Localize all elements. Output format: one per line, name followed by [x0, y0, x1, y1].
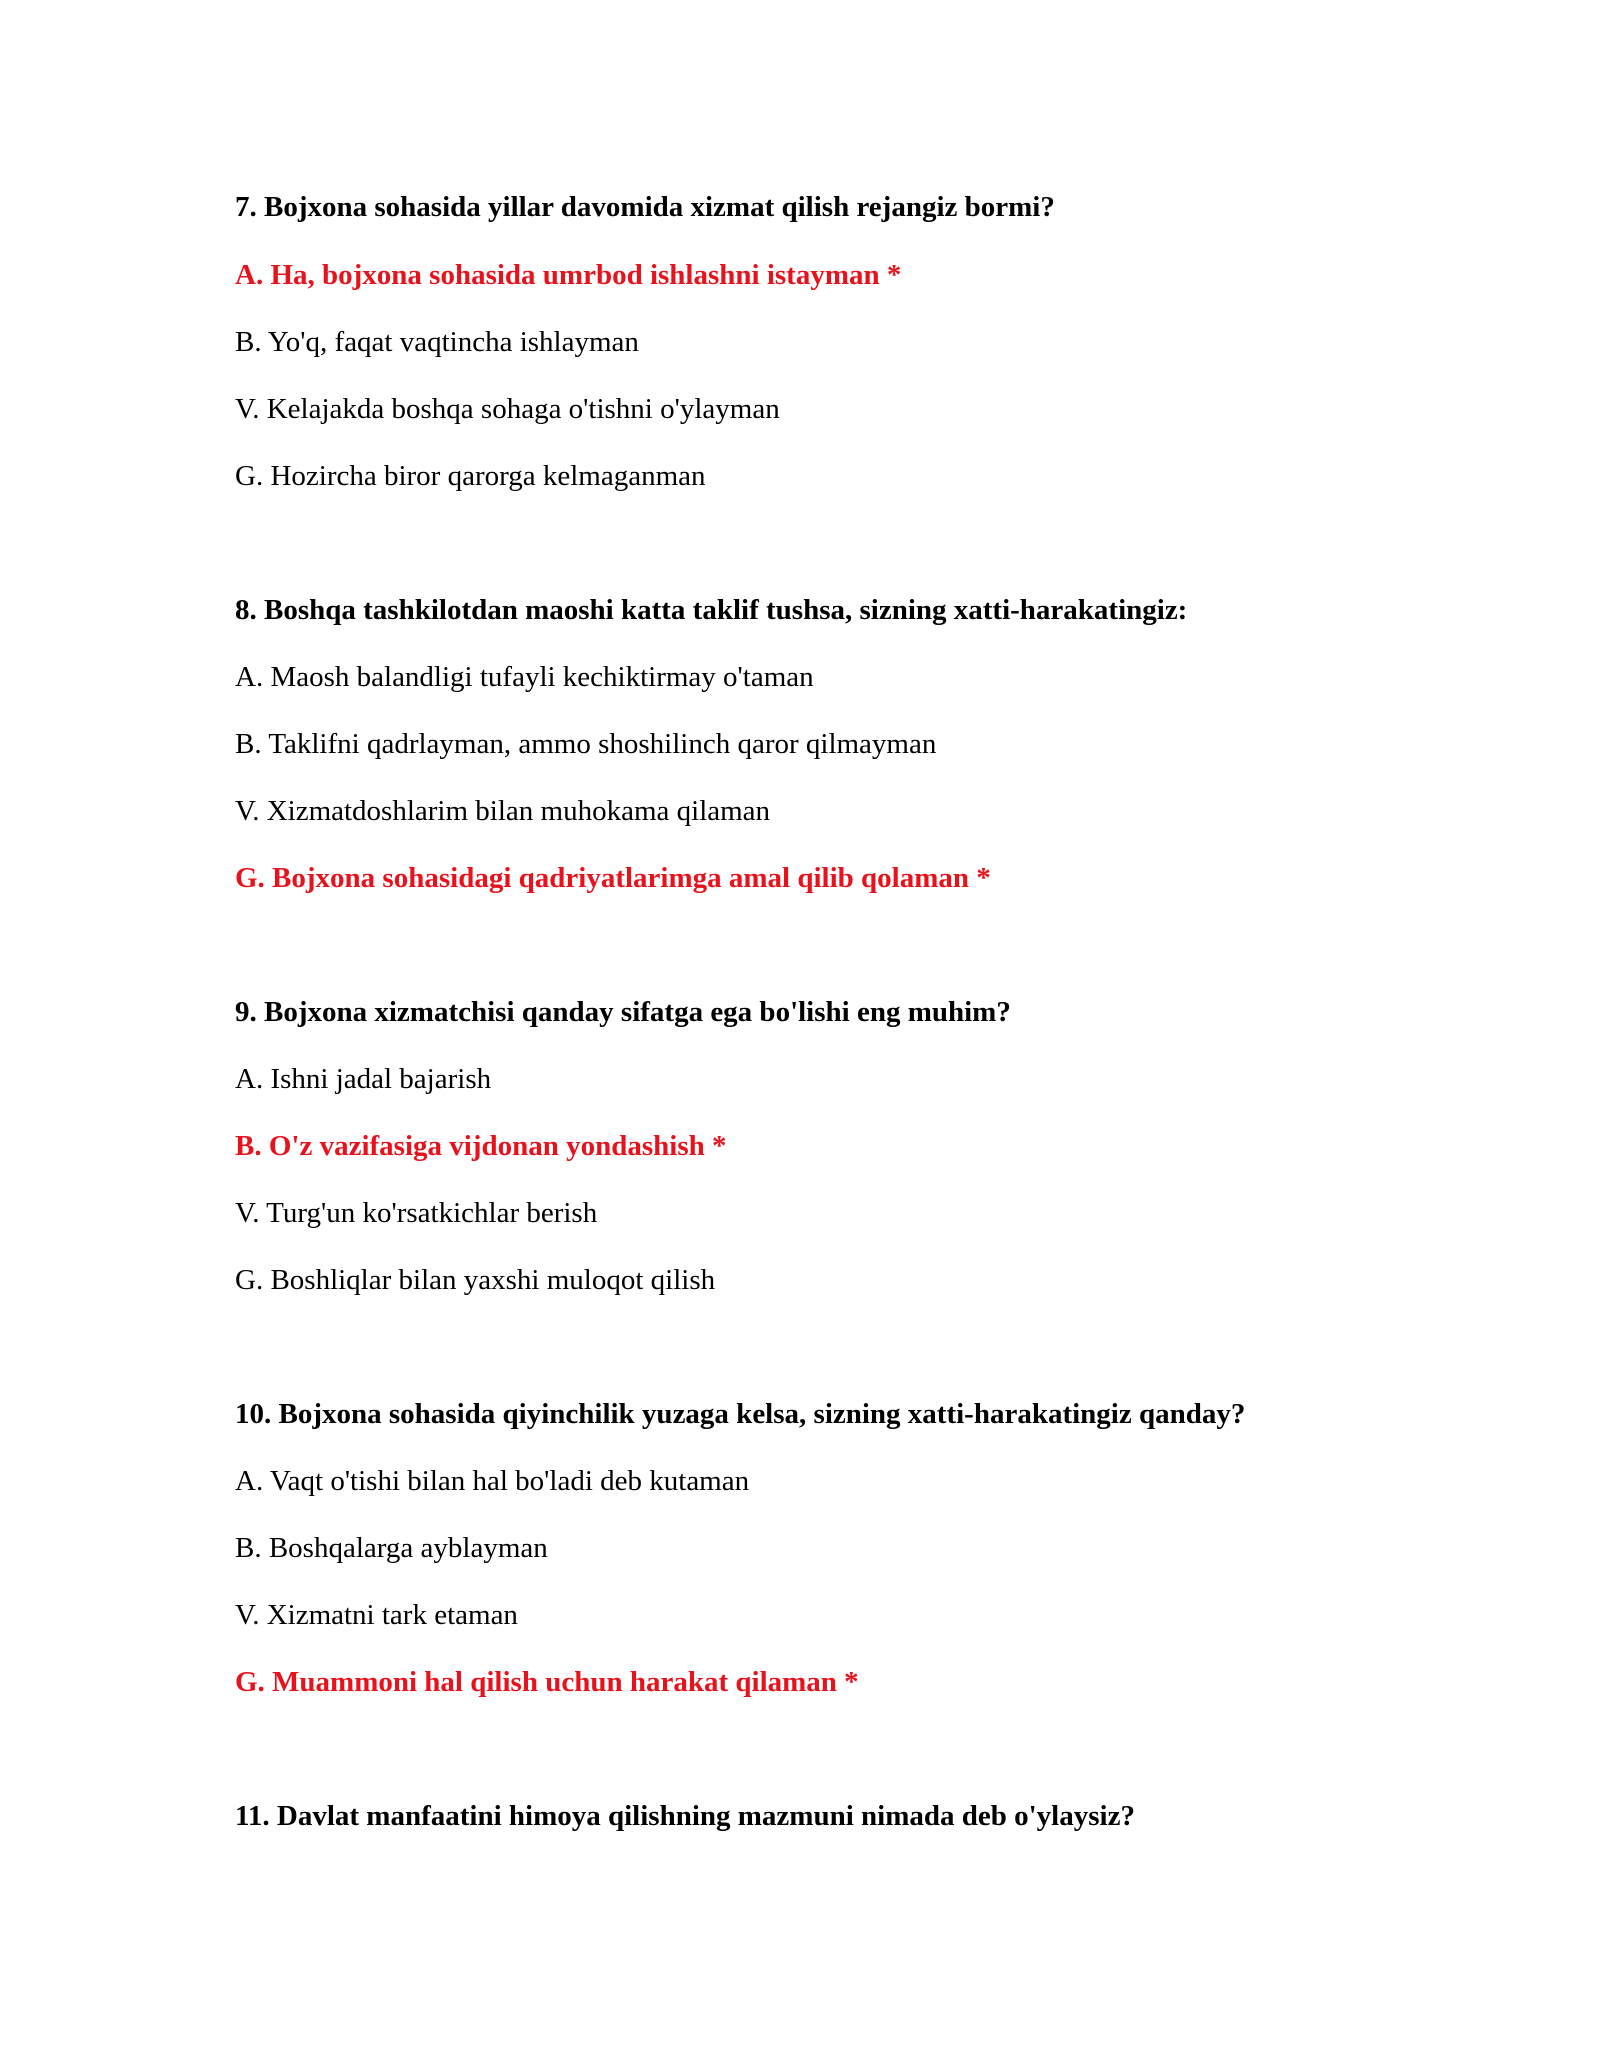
question-7: 7. Bojxona sohasida yillar davomida xizmat qilish rejangiz bormi? — [235, 191, 1055, 223]
question-8-option-a: A. Maosh balandligi tufayli kechiktirmay o'taman — [235, 661, 814, 693]
question-10-option-g: G. Muammoni hal qilish uchun harakat qilaman * — [235, 1666, 859, 1698]
question-9-option-b: B. O'z vazifasiga vijdonan yondashish * — [235, 1130, 727, 1162]
question-7-option-b: B. Yo'q, faqat vaqtincha ishlayman — [235, 326, 639, 358]
question-9-option-g: G. Boshliqlar bilan yaxshi muloqot qilish — [235, 1264, 716, 1296]
question-10-option-v: V. Xizmatni tark etaman — [235, 1599, 518, 1631]
question-8-option-b: B. Taklifni qadrlayman, ammo shoshilinch qaror qilmayman — [235, 728, 937, 760]
question-7-option-g: G. Hozircha biror qarorga kelmaganman — [235, 460, 706, 492]
question-9: 9. Bojxona xizmatchisi qanday sifatga ega bo'lishi eng muhim? — [235, 996, 1011, 1028]
question-10-option-b: B. Boshqalarga ayblayman — [235, 1532, 548, 1564]
question-8-option-g: G. Bojxona sohasidagi qadriyatlarimga amal qilib qolaman * — [235, 862, 991, 894]
question-8-option-v: V. Xizmatdoshlarim bilan muhokama qilaman — [235, 795, 771, 827]
question-9-option-v: V. Turg'un ko'rsatkichlar berish — [235, 1197, 598, 1229]
question-8: 8. Boshqa tashkilotdan maoshi katta taklif tushsa, sizning xatti-harakatingiz: — [235, 594, 1188, 626]
question-7-option-v: V. Kelajakda boshqa sohaga o'tishni o'ylayman — [235, 393, 780, 425]
question-11: 11. Davlat manfaatini himoya qilishning mazmuni nimada deb o'ylaysiz? — [235, 1800, 1135, 1832]
question-10-option-a: A. Vaqt o'tishi bilan hal bo'ladi deb kutaman — [235, 1465, 750, 1497]
question-7-option-a: A. Ha, bojxona sohasida umrbod ishlashni istayman * — [235, 259, 902, 291]
question-10: 10. Bojxona sohasida qiyinchilik yuzaga kelsa, sizning xatti-harakatingiz qanday? — [235, 1398, 1246, 1430]
question-9-option-a: A. Ishni jadal bajarish — [235, 1063, 492, 1095]
